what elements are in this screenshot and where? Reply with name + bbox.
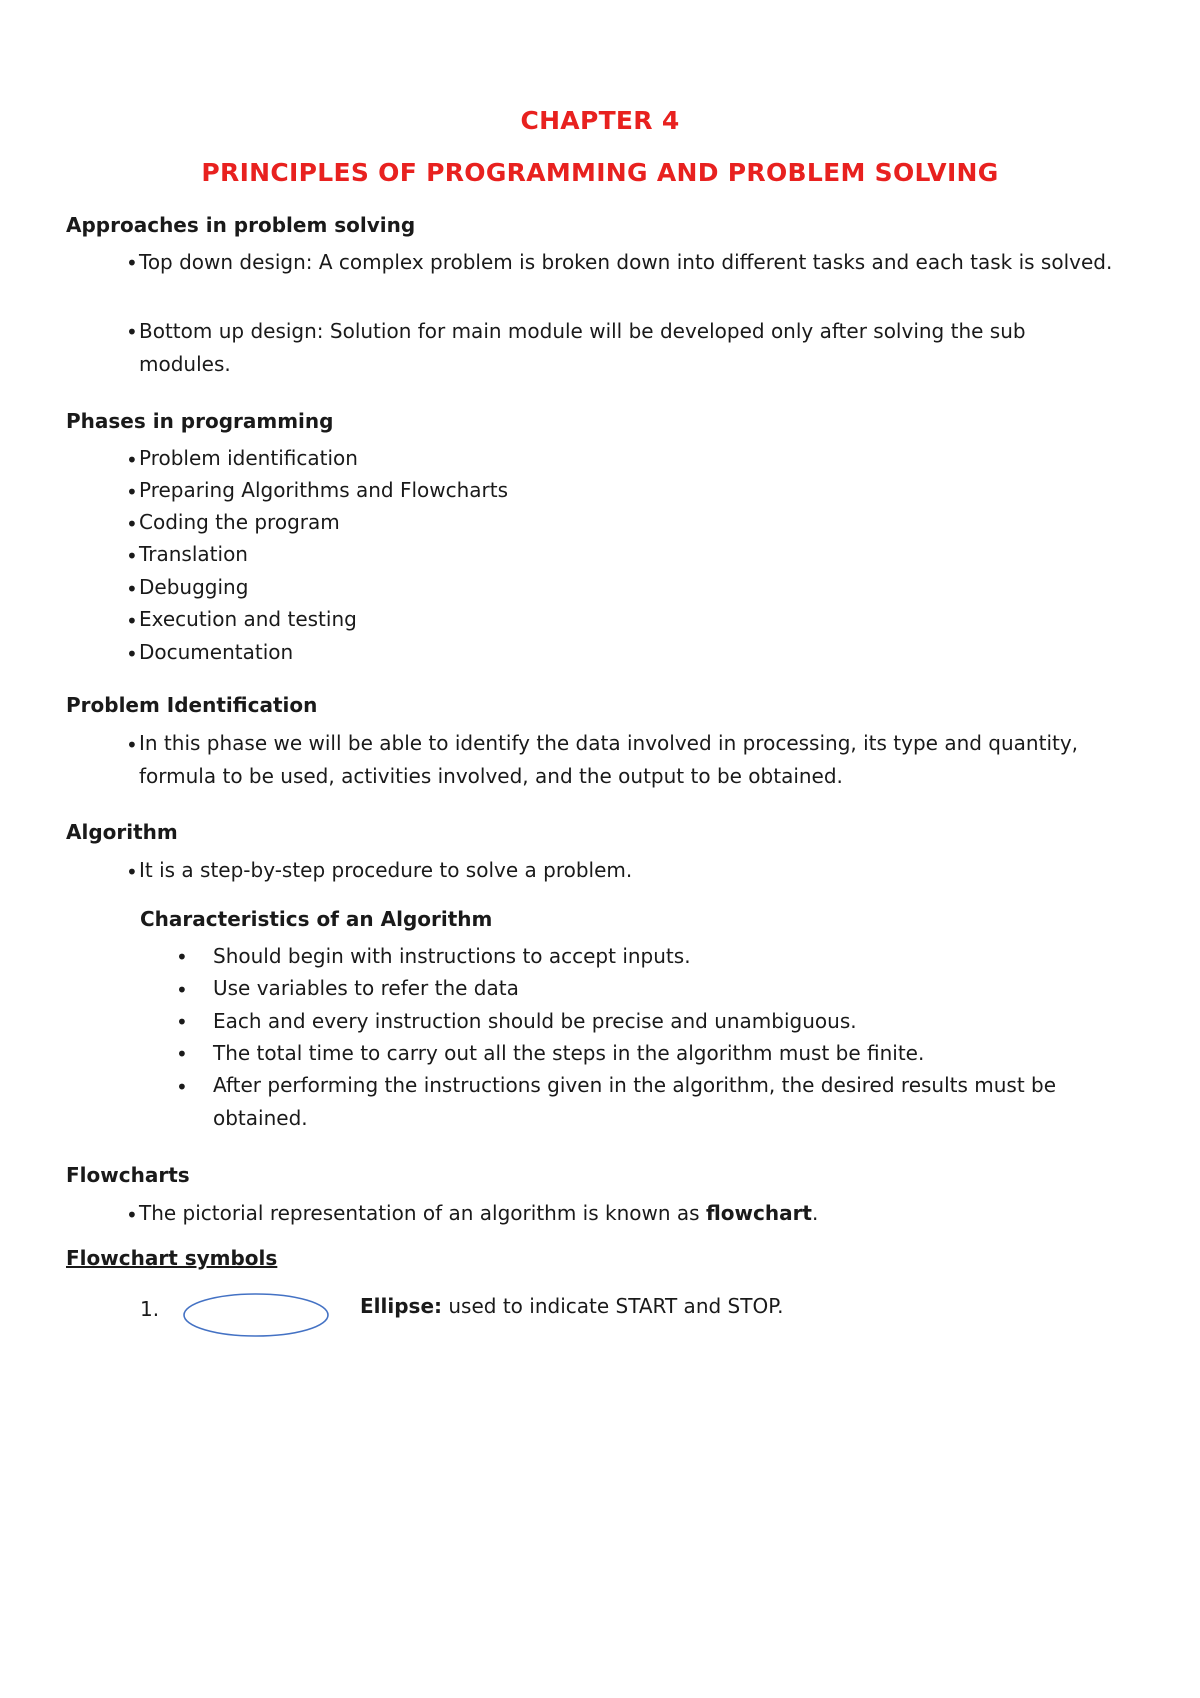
bullet-icon: • — [126, 642, 138, 666]
list-item: Use variables to refer the data — [213, 976, 519, 1000]
bullet-icon: • — [126, 733, 138, 757]
flowchart-definition-end: . — [812, 1201, 819, 1225]
bullet-icon: • — [126, 860, 138, 884]
flowchart-term: flowchart — [705, 1201, 812, 1225]
bullet-icon: • — [126, 609, 138, 633]
list-item — [139, 1197, 1119, 1230]
bullet-icon: • — [126, 512, 138, 536]
section-heading-flowchart-symbols: Flowchart symbols — [66, 1246, 278, 1270]
ellipse-symbol-icon — [182, 1292, 330, 1338]
list-item: It is a step-by-step procedure to solve a problem. — [139, 858, 633, 882]
list-item: The total time to carry out all the steps in the algorithm must be finite. — [213, 1041, 925, 1065]
bullet-icon: • — [126, 544, 138, 568]
list-item: Each and every instruction should be precise and unambiguous. — [213, 1009, 857, 1033]
bullet-icon: • — [126, 480, 138, 504]
bullet-icon: • — [176, 1010, 188, 1034]
bullet-icon: • — [126, 448, 138, 472]
list-item: Bottom up design: Solution for main module will be developed only after solving the sub modules. — [139, 319, 1026, 376]
list-item: Should begin with instructions to accept inputs. — [213, 944, 691, 968]
list-item: Problem identification — [139, 446, 358, 470]
list-item: Preparing Algorithms and Flowcharts — [139, 478, 509, 502]
section-heading-problem-identification: Problem Identification — [66, 693, 318, 717]
list-item: Debugging — [139, 575, 249, 599]
list-item: Documentation — [139, 640, 294, 664]
bullet-icon: • — [176, 978, 188, 1002]
section-heading-approaches: Approaches in problem solving — [66, 213, 416, 237]
list-item: After performing the instructions given in the algorithm, the desired results must be obtained. — [213, 1073, 1057, 1130]
bullet-icon: • — [176, 1075, 188, 1099]
list-item: Top down design: A complex problem is broken down into different tasks and each task is solved. — [139, 250, 1113, 274]
bullet-icon: • — [126, 577, 138, 601]
bullet-icon: • — [176, 945, 188, 969]
symbol-description-text: used to indicate START and STOP. — [442, 1294, 784, 1318]
list-item: Coding the program — [139, 510, 340, 534]
section-heading-flowcharts: Flowcharts — [66, 1163, 190, 1187]
symbol-description — [360, 1290, 1120, 1323]
bullet-icon: • — [126, 1203, 138, 1227]
symbol-number: 1. — [140, 1297, 160, 1321]
symbol-name: Ellipse: — [360, 1294, 443, 1318]
bullet-icon: • — [176, 1042, 188, 1066]
list-item: In this phase we will be able to identify the data involved in processing, its type and quantity, formula to be used, activities involved, and the output to be obtained. — [139, 731, 1079, 788]
subsection-heading-characteristics: Characteristics of an Algorithm — [140, 907, 493, 931]
list-item: Translation — [139, 542, 248, 566]
chapter-label: CHAPTER 4 — [520, 106, 680, 135]
chapter-title: PRINCIPLES OF PROGRAMMING AND PROBLEM SOLVING — [201, 158, 999, 187]
list-item: Execution and testing — [139, 607, 357, 631]
section-heading-algorithm: Algorithm — [66, 820, 178, 844]
bullet-icon: • — [126, 251, 138, 275]
section-heading-phases: Phases in programming — [66, 409, 334, 433]
flowchart-definition-text: The pictorial representation of an algorithm is known as — [139, 1201, 706, 1225]
bullet-icon: • — [126, 320, 138, 344]
